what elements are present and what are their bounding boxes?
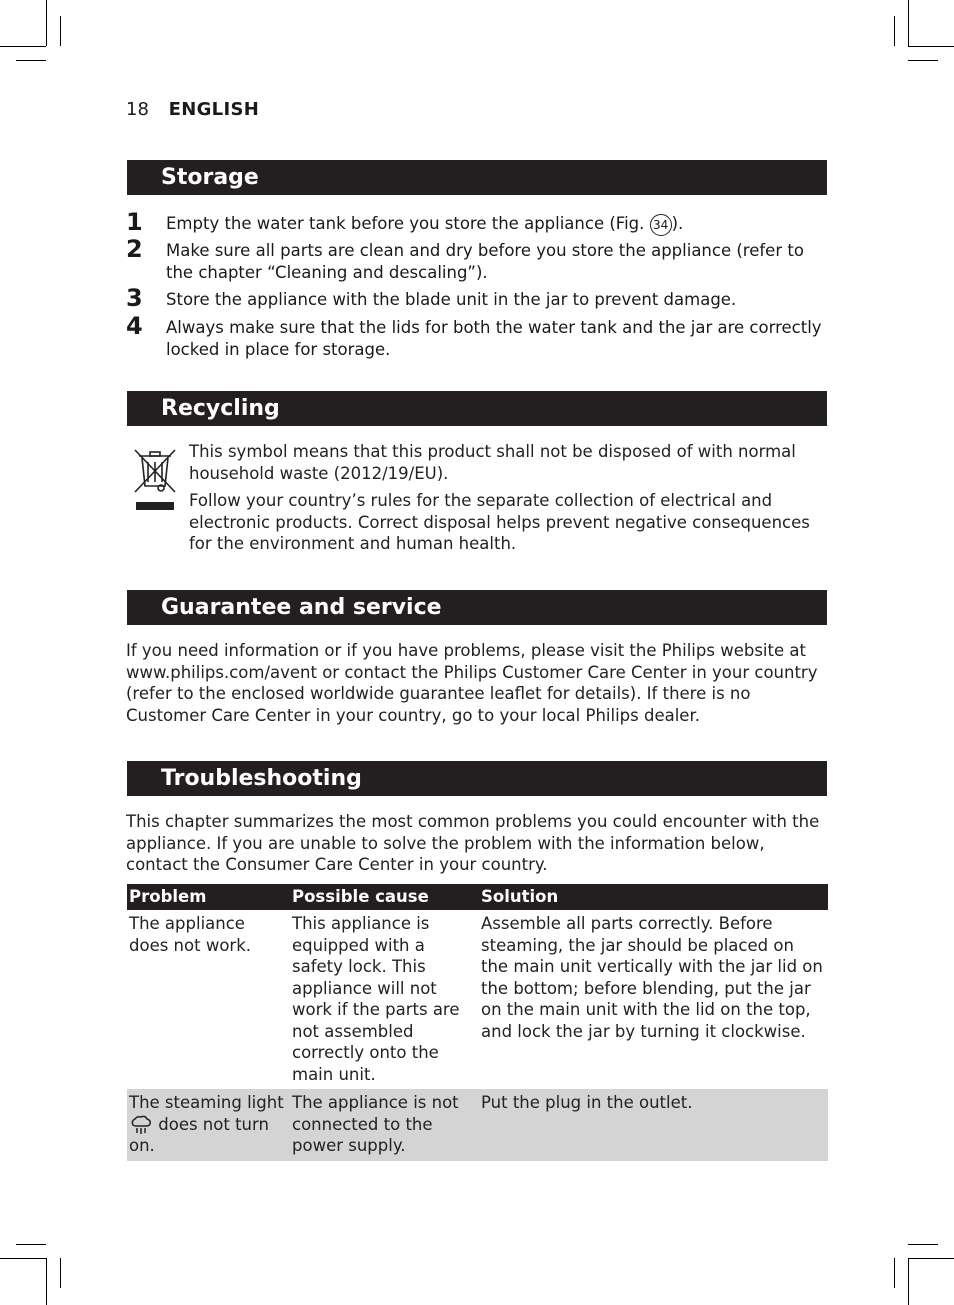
section-title-troubleshooting: Troubleshooting: [127, 761, 827, 796]
page-number: 18: [126, 99, 149, 120]
cause-cell: This appliance is equipped with a safety lock. This appliance will not work if the parts are not assembled correctly onto the main unit.: [292, 914, 460, 1084]
figure-number: 34: [650, 214, 672, 236]
crop-mark: [60, 16, 61, 46]
step-text: Store the appliance with the blade unit in the jar to prevent damage.: [166, 290, 737, 309]
crop-mark: [908, 1258, 909, 1305]
table-row: [127, 910, 828, 1089]
cause-cell: The appliance is not connected to the power supply.: [290, 1089, 479, 1161]
crop-mark: [0, 1258, 46, 1259]
recycling-symbol-text: This symbol means that this product shall not be disposed of with normal household waste (2012/19/EU).: [189, 442, 796, 483]
column-header-solution: Solution: [479, 884, 828, 910]
crop-mark: [60, 1258, 61, 1288]
section-title-guarantee: Guarantee and service: [127, 590, 827, 625]
crop-mark: [894, 16, 895, 46]
crop-mark: [908, 1244, 938, 1245]
steam-icon: [129, 1115, 153, 1135]
crop-mark: [46, 0, 47, 46]
column-header-problem: Problem: [127, 884, 290, 910]
crop-mark: [0, 46, 46, 47]
guarantee-text: If you need information or if you have problems, please visit the Philips website at www.philips.com/avent or contact the Philips Customer Care Center in your country (refer to the enclosed worldwide guarantee leaflet for details). If there is no Customer Care Center in your country, go to your local Philips dealer.: [126, 641, 818, 725]
column-header-cause: Possible cause: [290, 884, 479, 910]
weee-crossed-bin-icon: [131, 446, 179, 514]
step-number: 4: [126, 312, 143, 340]
page-header: [126, 99, 259, 120]
recycling-rules-text: Follow your country’s rules for the separate collection of electrical and electronic products. Correct disposal helps prevent negative consequences for the environment and human health.: [189, 491, 810, 553]
section-title-recycling: Recycling: [127, 391, 827, 426]
troubleshooting-intro: This chapter summarizes the most common problems you could encounter with the appliance. If you are unable to solve the problem with the information below, contact the Consumer Care Center in your country.: [126, 812, 820, 874]
step-number: 1: [126, 208, 143, 236]
table-header-row: [127, 884, 828, 910]
solution-cell: Assemble all parts correctly. Before steaming, the jar should be placed on the main unit vertically with the jar lid on the bottom; before blending, put the jar on the main unit with the lid on the top, and lock the jar by turning it clockwise.: [481, 914, 823, 1041]
section-title-storage: Storage: [127, 160, 827, 195]
crop-mark: [16, 1244, 46, 1245]
crop-mark: [908, 46, 954, 47]
problem-cell: The steaming light does not turn on.: [127, 1089, 290, 1161]
crop-mark: [908, 0, 909, 46]
troubleshooting-table: [127, 884, 828, 1161]
language-label: ENGLISH: [168, 99, 260, 120]
solution-cell: Put the plug in the outlet.: [479, 1089, 828, 1161]
crop-mark: [908, 1258, 954, 1259]
crop-mark: [46, 1258, 47, 1305]
crop-mark: [16, 60, 46, 61]
step-number: 2: [126, 235, 143, 263]
step-text: Make sure all parts are clean and dry before you store the appliance (refer to the chapter “Cleaning and descaling”).: [166, 241, 804, 282]
step-text: Empty the water tank before you store the appliance (Fig. 34 ).: [166, 213, 826, 236]
step-text: Always make sure that the lids for both the water tank and the jar are correctly locked in place for storage.: [166, 318, 822, 359]
problem-cell: The appliance does not work.: [129, 914, 252, 955]
crop-mark: [908, 60, 938, 61]
table-row: [127, 1089, 828, 1161]
crop-mark: [894, 1258, 895, 1288]
step-number: 3: [126, 284, 143, 312]
